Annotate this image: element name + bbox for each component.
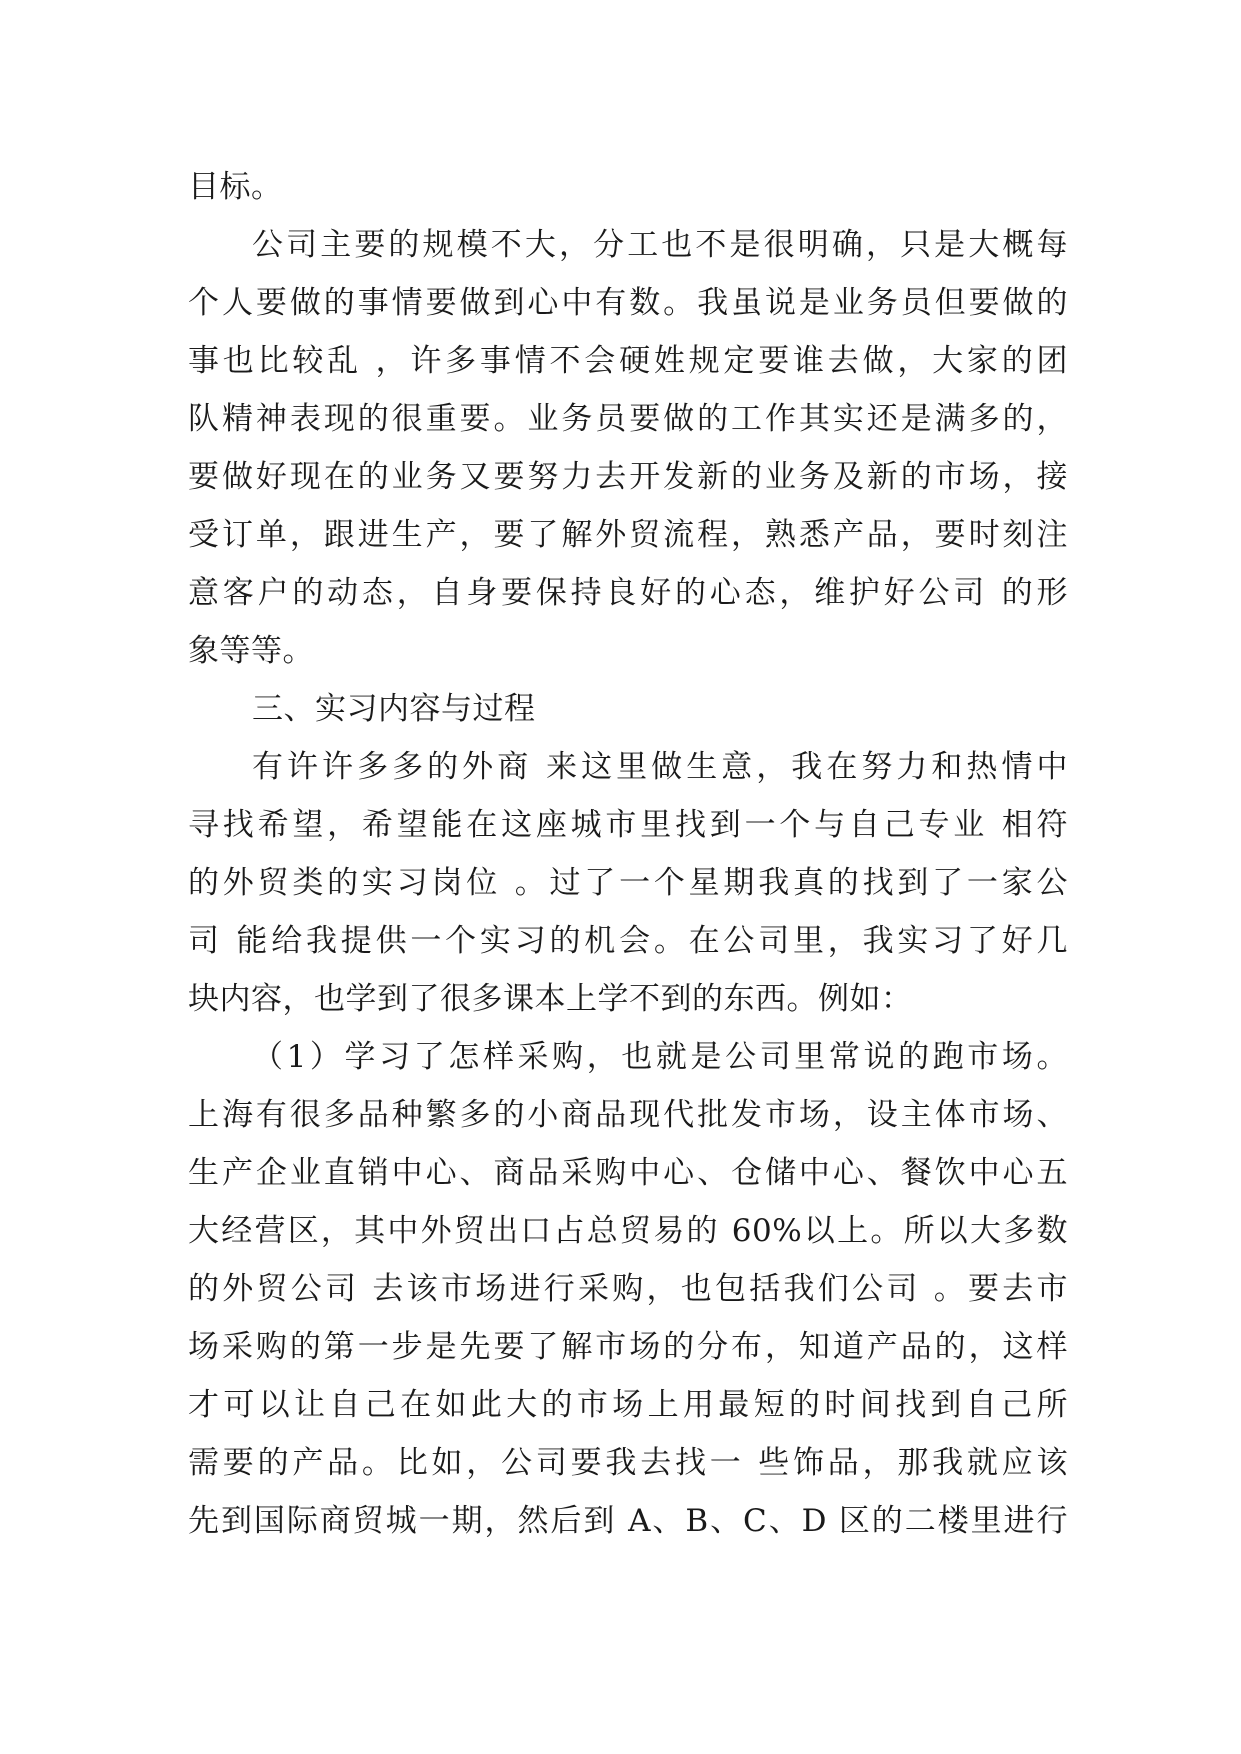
text-line: 场采购的第一步是先要了解市场的分布，知道产品的，这样 — [188, 1329, 1068, 1365]
text-line: 象等等。 — [188, 633, 314, 669]
body-text — [188, 158, 1068, 1550]
text-line: 队精神表现的很重要。业务员要做的工作其实还是满多的， — [188, 401, 1068, 437]
text-line: 三、实习内容与过程 — [252, 691, 536, 727]
text-line: 的外贸类的实习岗位 。过了一个星期我真的找到了一家公 — [188, 865, 1068, 901]
text-line: 目标。 — [188, 169, 283, 205]
text-line: 有许许多多的外商 来这里做生意，我在努力和热情中 — [252, 749, 1068, 785]
text-line: 块内容，也学到了很多课本上学不到的东西。例如： — [188, 981, 913, 1017]
text-line: 的外贸公司 去该市场进行采购，也包括我们公司 。要去市 — [188, 1271, 1068, 1307]
text-line: 上海有很多品种繁多的小商品现代批发市场，设主体市场、 — [188, 1097, 1068, 1133]
text-line: 先到国际商贸城一期，然后到 A、B、C、D 区的二楼里进行 — [188, 1503, 1068, 1539]
text-line: 受订单，跟进生产，要了解外贸流程，熟悉产品，要时刻注 — [188, 517, 1068, 553]
text-line: 寻找希望，希望能在这座城市里找到一个与自己专业 相符 — [188, 807, 1068, 843]
text-line: 大经营区，其中外贸出口占总贸易的 60%以上。所以大多数 — [188, 1213, 1068, 1249]
text-line: 公司主要的规模不大，分工也不是很明确，只是大概每 — [252, 227, 1068, 263]
text-line: 需要的产品。比如，公司要我去找一 些饰品，那我就应该 — [188, 1445, 1068, 1481]
text-line: （1）学习了怎样采购，也就是公司里常说的跑市场。 — [252, 1039, 1068, 1075]
text-line: 要做好现在的业务又要努力去开发新的业务及新的市场，接 — [188, 459, 1068, 495]
text-line: 事也比较乱 ，许多事情不会硬姓规定要谁去做，大家的团 — [188, 343, 1068, 379]
text-line: 意客户的动态，自身要保持良好的心态，维护好公司 的形 — [188, 575, 1068, 611]
text-line: 司 能给我提供一个实习的机会。在公司里，我实习了好几 — [188, 923, 1068, 959]
text-line: 才可以让自己在如此大的市场上用最短的时间找到自己所 — [188, 1387, 1068, 1423]
text-line: 生产企业直销中心、商品采购中心、仓储中心、餐饮中心五 — [188, 1155, 1068, 1191]
text-line: 个人要做的事情要做到心中有数。我虽说是业务员但要做的 — [188, 285, 1068, 321]
